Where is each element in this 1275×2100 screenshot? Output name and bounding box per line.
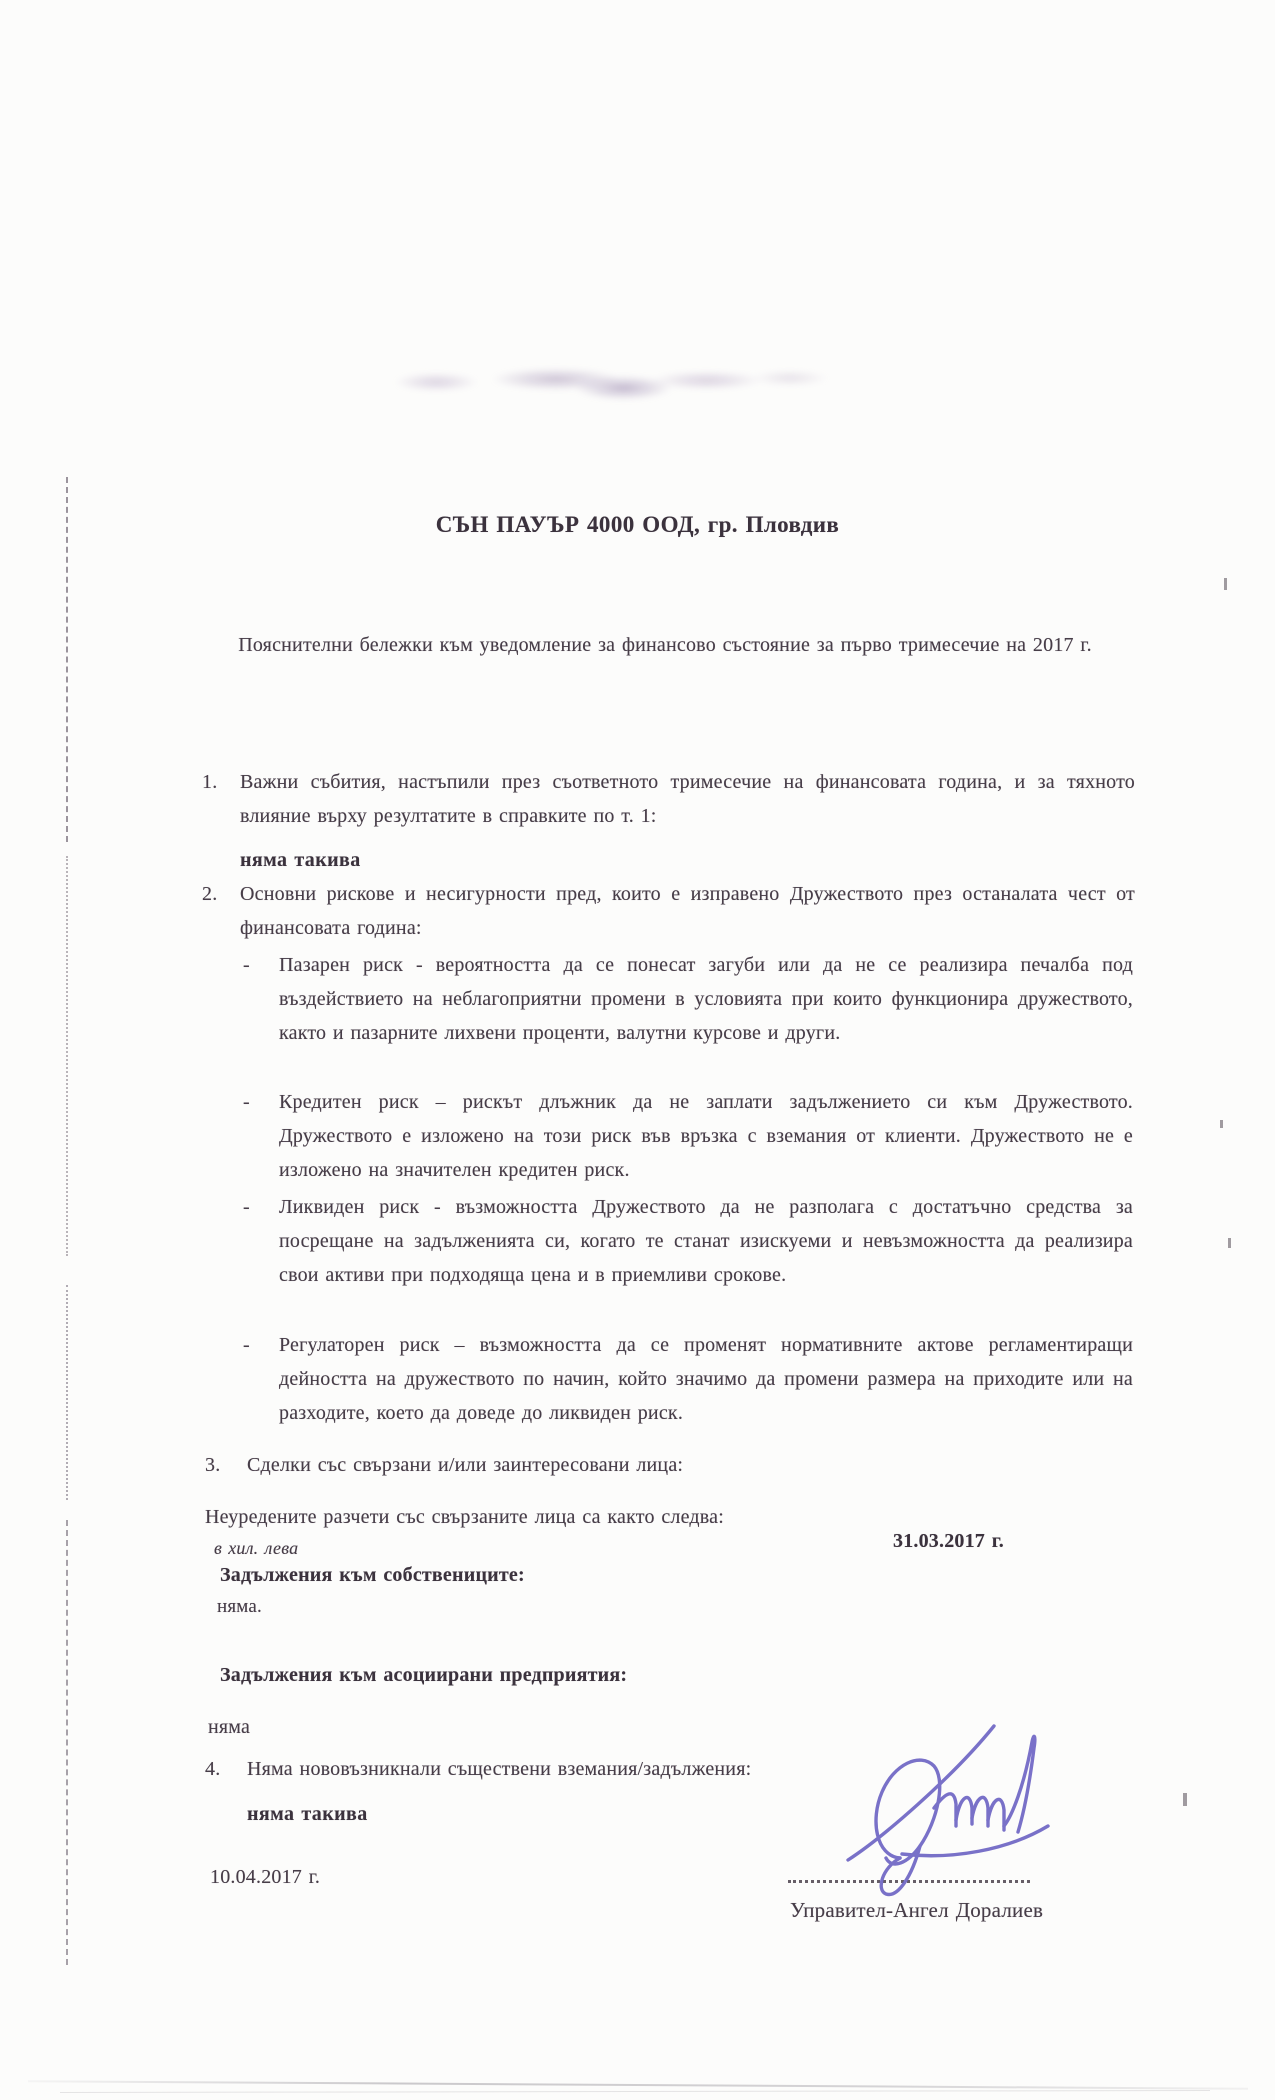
associates-liabilities-heading: Задължения към асоциирани предприятия:: [220, 1664, 628, 1686]
bullet-text: Ликвиден риск - възможността Дружеството да не разполага с достатъчно средства за посрещане на задълженията си, когато те станат изискуеми и невъзможността да реализира свои активи при подходяща цена и в приемливи срокове.: [279, 1196, 1133, 1286]
scan-speck: [1220, 1120, 1223, 1128]
faded-ink-smudge: [322, 356, 842, 414]
document-subtitle: Пояснителни бележки към уведомление за финансово състояние за първо тримесечие на 2017 г.: [238, 634, 1092, 656]
scan-artifact-line: [60, 2090, 1210, 2093]
risk-bullet-market: [243, 948, 1133, 1050]
list-item-2: [202, 877, 1135, 945]
bullet-text: Кредитен риск – рискът длъжник да не заплати задължението си към Дружеството. Дружеството е изложено на този риск във връзка с вземания от клиенти. Дружеството не е изложено на значителен кредитен риск.: [279, 1091, 1133, 1181]
associates-liabilities-value: няма: [208, 1716, 251, 1738]
scan-artifact-line: [28, 2080, 1248, 2089]
item-number: 1.: [202, 771, 218, 793]
bullet-dash: -: [243, 1334, 250, 1356]
item-text: Сделки със свързани и/или заинтересовани лица:: [247, 1454, 684, 1476]
scan-binding-edge-line: [66, 856, 68, 1256]
risk-bullet-credit: [243, 1085, 1133, 1187]
scan-speck: [1228, 1238, 1231, 1248]
risk-bullet-regulatory: [243, 1328, 1133, 1430]
item-number: 4.: [205, 1758, 221, 1780]
risk-bullet-liquidity: [243, 1190, 1133, 1292]
item-number: 2.: [202, 883, 218, 905]
list-item-3: [205, 1448, 1140, 1482]
bullet-text: Пазарен риск - вероятността да се понесат загуби или да не се реализира печалба под въздействието на неблагоприятни промени в условията при които функционира дружеството, както и пазарните лихвени проценти, валутни курсове и други.: [279, 954, 1133, 1044]
item-number: 3.: [205, 1454, 221, 1476]
signer-title: Управител-Ангел Доралиев: [790, 1898, 1044, 1922]
item-text: Основни рискове и несигурности пред, които е изправено Дружеството през останалата чест от финансовата година:: [240, 883, 1135, 939]
list-item-1: [202, 765, 1135, 833]
owners-liabilities-value: няма.: [217, 1596, 262, 1617]
owners-liabilities-heading: Задължения към собствениците:: [220, 1564, 525, 1586]
bullet-text: Регулаторен риск – възможността да се променят нормативните актове регламентиращи дейността на дружеството по начин, който значимо да промени размера на приходите или на разходите, което да доведе до ликвиден риск.: [279, 1334, 1133, 1424]
as-of-date: 31.03.2017 г.: [893, 1530, 1004, 1552]
bullet-dash: -: [243, 1196, 250, 1218]
item-1-answer: няма такива: [240, 849, 361, 871]
bullet-dash: -: [243, 1091, 250, 1113]
scan-speck: [1183, 1793, 1187, 1806]
document-date: 10.04.2017 г.: [210, 1866, 321, 1888]
bullet-dash: -: [243, 954, 250, 976]
item-4-answer: няма такива: [247, 1803, 368, 1825]
item-text: Няма нововъзникнали съществени вземания/задължения:: [247, 1758, 752, 1780]
item-text: Важни събития, настъпили през съответното тримесечие на финансовата година, и за тяхното влияние върху резултатите в справките по т. 1:: [240, 771, 1135, 827]
unit-note: в хил. лева: [214, 1538, 299, 1558]
handwritten-signature: [842, 1708, 1074, 1908]
related-settlements-intro: Неуредените разчети със свързаните лица са както следва:: [205, 1506, 725, 1528]
scan-speck: [1224, 578, 1227, 590]
scan-binding-edge-line: [66, 1285, 68, 1500]
scan-binding-edge-line: [66, 1520, 68, 1965]
company-title: СЪН ПАУЪР 4000 ООД, гр. Пловдив: [435, 512, 840, 537]
